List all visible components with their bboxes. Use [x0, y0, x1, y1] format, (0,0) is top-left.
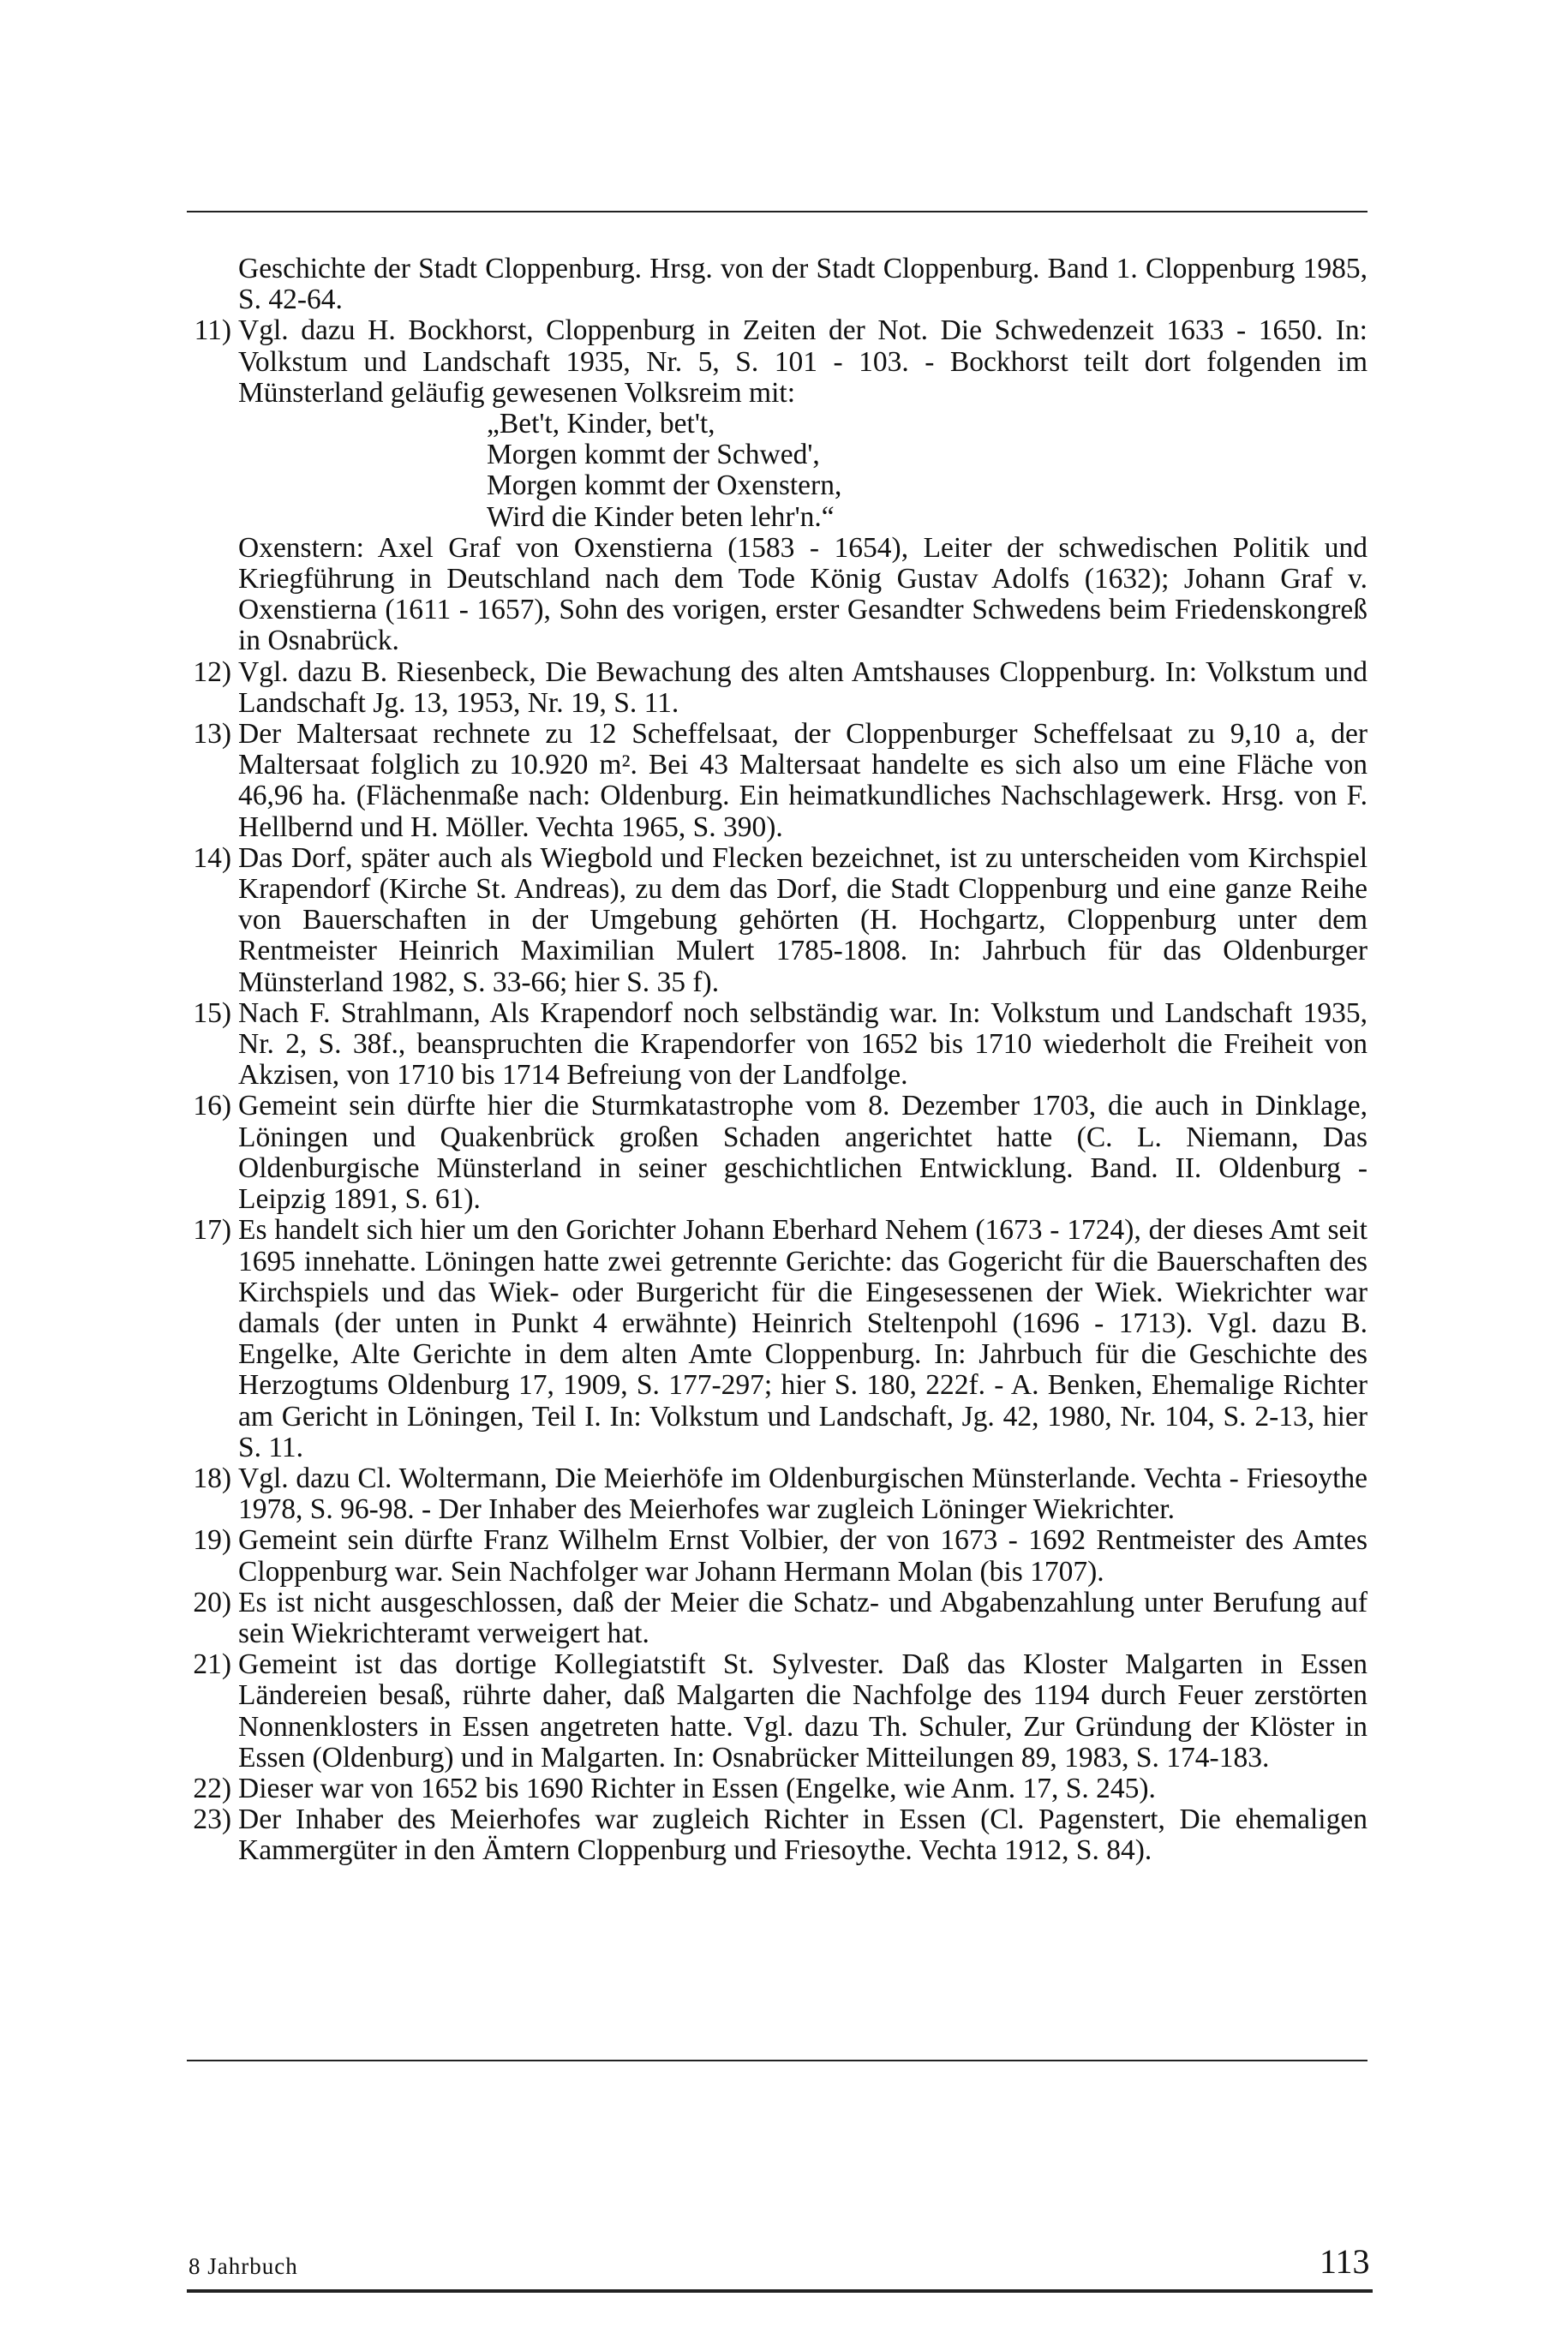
footnote-number: 13)	[193, 718, 231, 751]
footnote-number: 20)	[193, 1586, 231, 1618]
footnote	[187, 409, 1368, 533]
footnote	[187, 1774, 1368, 1804]
footnote	[187, 1215, 1368, 1463]
verse-quote	[238, 409, 1368, 533]
footnote	[187, 843, 1368, 998]
footnote-text: Nach F. Strahlmann, Als Krapendorf noch selbständig war. In: Volkstum und Landschaft 1935, Nr. 2, S. 38f., beanspruchten die Krapendorfer von 1652 bis 1710 wiederholt die Freiheit von Akzisen, von 1710 bis 1714 Befreiung von der Landfolge.	[238, 996, 1368, 1092]
footnote-text: Vgl. dazu Cl. Woltermann, Die Meierhöfe im Oldenburgischen Münsterlande. Vechta - Friesoythe 1978, S. 96-98. - Der Inhaber des Meierhofes war zugleich Löninger Wiekrichter.	[238, 1462, 1368, 1526]
footnote	[187, 533, 1368, 657]
verse-line: „Bet't, Kinder, bet't,	[487, 408, 715, 440]
footnote	[187, 315, 1368, 409]
footnote	[187, 998, 1368, 1092]
footnote-text: Es handelt sich hier um den Gorichter Johann Eberhard Nehem (1673 - 1724), der dieses Amt seit 1695 innehatte. Löningen hatte zwei getrennte Gerichte: das Gogericht für die Bauerschaften des Kirchspiels und das Wiek- oder Burgericht für die Eingesessenen der Wiek. Wiekrichter war damals (der unten in Punkt 4 erwähnte) Heinrich Steltenpohl (1696 - 1713). Vgl. dazu B. Engelke, Alte Gerichte in dem alten Amte Cloppenburg. In: Jahrbuch für die Geschichte des Herzogtums Oldenburg 17, 1909, S. 177-297; hier S. 180, 222f. - A. Benken, Ehemalige Richter am Gericht in Löningen, Teil I. In: Volkstum und Landschaft, Jg. 42, 1980, Nr. 104, S. 2-13, hier S. 11.	[238, 1214, 1368, 1463]
footnote	[187, 1091, 1368, 1215]
footnote	[187, 254, 1368, 315]
footnote	[187, 1588, 1368, 1649]
footnote-number: 21)	[193, 1648, 231, 1681]
footnote	[187, 719, 1368, 843]
verse-line: Wird die Kinder beten lehr'n.“	[487, 500, 835, 533]
signature-mark: 8 Jahrbuch	[189, 2253, 298, 2279]
footnote-number: 16)	[193, 1090, 231, 1122]
footnote	[187, 1804, 1368, 1866]
footnote-text: Vgl. dazu B. Riesenbeck, Die Bewachung des alten Amtshauses Cloppenburg. In: Volkstum und Landschaft Jg. 13, 1953, Nr. 19, S. 11.	[238, 655, 1368, 719]
footnote-text: Geschichte der Stadt Cloppenburg. Hrsg. von der Stadt Cloppenburg. Band 1. Cloppenburg 1985, S. 42-64.	[238, 253, 1368, 316]
footnote	[187, 657, 1368, 719]
footnote-number: 12)	[193, 655, 231, 688]
footnotes	[187, 254, 1368, 1867]
verse-line: Morgen kommt der Schwed',	[487, 439, 820, 471]
footnote-number: 18)	[193, 1462, 231, 1494]
footnote-number: 23)	[193, 1804, 231, 1836]
page-number: 113	[1320, 2242, 1370, 2281]
footnote	[187, 1463, 1368, 1525]
footnote-text: Es ist nicht ausgeschlossen, daß der Meier die Schatz- und Abgabenzahlung unter Berufung auf sein Wiekrichteramt verweigert hat.	[238, 1586, 1368, 1649]
footnote-text: Vgl. dazu H. Bockhorst, Cloppenburg in Zeiten der Not. Die Schwedenzeit 1633 - 1650. In: Volkstum und Landschaft 1935, Nr. 5, S. 101 - 103. - Bockhorst teilt dort folgenden im Münsterland geläufig gewesenen Volksreim mit:	[238, 314, 1368, 409]
footnote-text: Oxenstern: Axel Graf von Oxenstierna (1583 - 1654), Leiter der schwedischen Politik und Kriegführung in Deutschland nach dem Tode König Gustav Adolfs (1632); Johann Graf v. Oxenstierna (1611 - 1657), Sohn des vorigen, erster Gesandter Schwedens beim Friedenskongreß in Osnabrück.	[238, 531, 1368, 657]
footnote-number: 22)	[193, 1772, 231, 1804]
footnote-number: 17)	[193, 1214, 231, 1247]
footnote	[187, 1525, 1368, 1587]
footnote-text: Der Inhaber des Meierhofes war zugleich Richter in Essen (Cl. Pagenstert, Die ehemaligen Kammergüter in den Ämtern Cloppenburg und Friesoythe. Vechta 1912, S. 84).	[238, 1804, 1368, 1867]
footnote-text: Gemeint sein dürfte Franz Wilhelm Ernst Volbier, der von 1673 - 1692 Rentmeister des Amtes Cloppenburg war. Sein Nachfolger war Johann Hermann Molan (bis 1707).	[238, 1524, 1368, 1588]
footnote-text: Dieser war von 1652 bis 1690 Richter in Essen (Engelke, wie Anm. 17, S. 245).	[238, 1772, 1156, 1804]
footnote-text: Der Maltersaat rechnete zu 12 Scheffelsaat, der Cloppenburger Scheffelsaat zu 9,10 a, der Maltersaat folglich zu 10.920 m². Bei 43 Maltersaat handelte es sich also um eine Fläche von 46,96 ha. (Flächenmaße nach: Oldenburg. Ein heimatkundliches Nachschlagewerk. Hrsg. von F. Hellbernd und H. Möller. Vechta 1965, S. 390).	[238, 718, 1368, 843]
footnote-number: 19)	[193, 1524, 231, 1557]
footnote-number: 15)	[193, 996, 231, 1029]
verse-line: Morgen kommt der Oxenstern,	[487, 470, 842, 502]
footnote-number: 11)	[194, 314, 231, 347]
footnote-text: Das Dorf, später auch als Wiegbold und Flecken bezeichnet, ist zu unterscheiden vom Kirchspiel Krapendorf (Kirche St. Andreas), zu dem das Dorf, die Stadt Cloppenburg und eine ganze Reihe von Bauerschaften in der Umgebung gehörten (H. Hochgartz, Cloppenburg unter dem Rentmeister Heinrich Maximilian Mulert 1785-1808. In: Jahrbuch für das Oldenburger Münsterland 1982, S. 33-66; hier S. 35 f).	[238, 841, 1368, 998]
footnote-number: 14)	[193, 841, 231, 874]
bottom-rule	[187, 2060, 1368, 2061]
footnote-text: Gemeint sein dürfte hier die Sturmkatastrophe vom 8. Dezember 1703, die auch in Dinklage, Löningen und Quakenbrück großen Schaden angerichtet hatte (C. L. Niemann, Das Oldenburgische Münsterland in seiner geschichtlichen Entwicklung. Band. II. Oldenburg - Leipzig 1891, S. 61).	[238, 1090, 1368, 1216]
footnote-text: Gemeint ist das dortige Kollegiatstift St. Sylvester. Daß das Kloster Malgarten in Essen Ländereien besaß, rührte daher, daß Malgarten die Nachfolge des 1194 durch Feuer zerstörten Nonnenklosters in Essen angetreten hatte. Vgl. dazu Th. Schuler, Zur Gründung der Klöster in Essen (Oldenburg) und in Malgarten. In: Osnabrücker Mitteilungen 89, 1983, S. 174-183.	[238, 1648, 1368, 1774]
top-rule	[187, 211, 1368, 212]
footnote	[187, 1649, 1368, 1774]
footer-rule	[187, 2289, 1373, 2293]
